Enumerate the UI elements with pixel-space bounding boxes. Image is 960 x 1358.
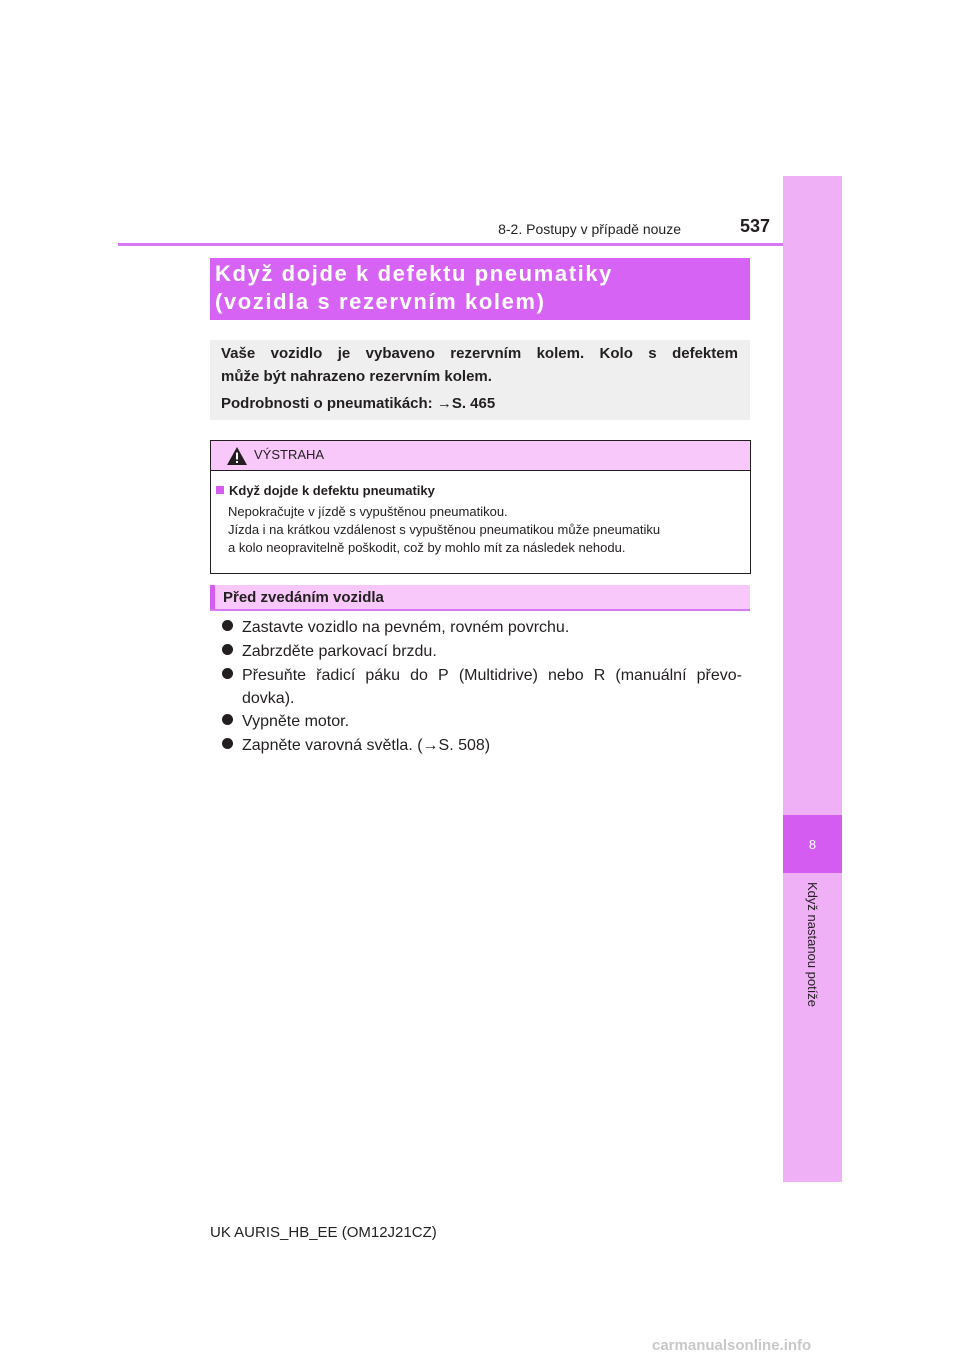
page-number: 537 [740, 216, 771, 236]
bullet-dot-icon [222, 738, 233, 749]
list-item-word: (manuální [615, 667, 687, 684]
list-item-text: Vypněte motor. [242, 713, 350, 730]
page-title-line-2: (vozidla s rezervním kolem) [215, 289, 546, 314]
intro-word: defektem [672, 345, 738, 362]
bullet-dot-icon [222, 668, 233, 679]
bullet-dot-icon [222, 620, 233, 631]
list-item-text: Zastavte vozidlo na pevném, rovném povrchu. [242, 619, 570, 636]
warning-label: VÝSTRAHA [254, 447, 325, 462]
intro-word: Kolo [599, 345, 633, 362]
list-item [222, 667, 742, 685]
list-item-text: Zabrzděte parkovací brzdu. [242, 643, 437, 660]
chapter-number-tab: 8 [783, 815, 842, 873]
warning-subheading-text: Když dojde k defektu pneumatiky [229, 483, 435, 498]
intro-word: vybaveno [365, 345, 435, 362]
intro-line-2: může být nahrazeno rezervním kolem. [221, 368, 492, 385]
header-section-title: 8-2. Postupy v případě nouze [498, 221, 681, 237]
list-item-word: P [438, 667, 449, 684]
list-item-word: páku [365, 667, 401, 684]
page-title-line-1: Když dojde k defektu pneumatiky [215, 261, 614, 286]
list-item-text: Zapněte varovná světla. (→S. 508) [242, 737, 491, 754]
section-heading-accent [210, 585, 215, 609]
intro-line-1 [221, 345, 738, 362]
section-heading-text: Před zvedáním vozidla [223, 589, 384, 606]
list-item-word: převo- [696, 667, 742, 684]
footer-model-code: UK AURIS_HB_EE (OM12J21CZ) [210, 1224, 437, 1241]
intro-word: vozidlo [270, 345, 323, 362]
warning-text-line: Nepokračujte v jízdě s vypuštěnou pneumatikou. [228, 504, 508, 519]
intro-word: je [337, 345, 351, 362]
intro-word: rezervním [450, 345, 522, 362]
list-item-word: řadicí [316, 667, 356, 684]
list-item [222, 713, 349, 731]
warning-text-line: a kolo neopravitelně poškodit, což by mohlo mít za následek nehodu. [228, 540, 626, 555]
intro-word: kolem. [536, 345, 585, 362]
watermark: carmanualsonline.info [652, 1337, 812, 1354]
list-item-word: do [410, 667, 428, 684]
list-item-lead [222, 667, 306, 685]
warning-triangle-icon [226, 446, 248, 466]
list-item [222, 643, 437, 661]
chapter-label: Když nastanou potíže [805, 882, 820, 1008]
header-divider [118, 243, 783, 246]
bullet-dot-icon [222, 644, 233, 655]
section-heading [210, 585, 750, 611]
chapter-label-tab [783, 882, 842, 1042]
list-item-with-reference[interactable] [222, 737, 490, 755]
bullet-dot-icon [222, 714, 233, 725]
square-bullet-icon [216, 486, 224, 494]
list-item-text-continued: dovka). [242, 690, 295, 707]
list-item [222, 619, 569, 637]
intro-reference-link[interactable]: Podrobnosti o pneumatikách: →S. 465 [221, 395, 496, 412]
intro-word: s [648, 345, 657, 362]
list-item-word: (Multidrive) [458, 667, 538, 684]
intro-word: Vaše [221, 345, 256, 362]
warning-subheading [216, 483, 435, 498]
warning-box [210, 440, 751, 574]
warning-text-line: Jízda i na krátkou vzdálenost s vypuštěnou pneumatikou může pneumatiku [228, 522, 661, 537]
page-title [210, 258, 750, 320]
intro-box [210, 340, 750, 420]
list-item-word: R [593, 667, 606, 684]
list-item-word: nebo [548, 667, 584, 684]
list-item-word: Přesuňte [242, 667, 307, 684]
warning-header [211, 441, 750, 471]
